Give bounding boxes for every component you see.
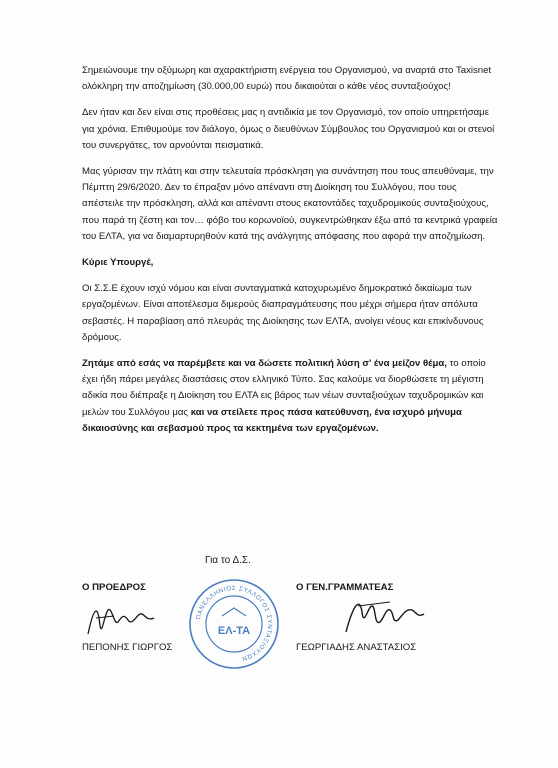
secretary-signature xyxy=(340,592,430,644)
paragraph-meeting: Μας γύρισαν την πλάτη και στην τελευταία πρόσκληση για συνάντηση που τους απευθύναμε, την Πέμπτη 29/6/2020. Δεν το έπραξαν μόνο απέναντι στη Διοίκηση του Συλλόγου, που τους απέστειλε την πρόσκληση, αλλά και απέναντι στους εκατοντάδες ταχυδρομικούς συνταξιούχους, που παρά τη ζέστη και τον… φόβο του κορωνοϊού, συγκεντρώθηκαν έξω από τα κεντρικά γραφεία του ΕΛΤΑ, για να διαμαρτυρηθούν κατά της ανάλγητης απόφασης που αφορά την αποζημίωση. xyxy=(82,166,498,242)
letter-body xyxy=(82,63,500,447)
president-name: ΠΕΠΟΝΗΣ ΓΙΩΡΓΟΣ xyxy=(82,642,173,653)
president-signature xyxy=(84,596,166,644)
paragraph-sse: Οι Σ.Σ.Ε έχουν ισχύ νόμου και είναι συνταγματικά κατοχυρωμένο δημοκρατικό δικαίωμα των εργαζομένων. Είναι αποτέλεσμα διμερούς διαπραγμάτευσης που μέχρι σήμερα ήταν απόλυτα σεβαστές. Η παραβίαση από πλευράς της Διοίκησης των ΕΛΤΑ, ανοίγει νέους και επικίνδυνους δρόμους. xyxy=(82,283,484,343)
association-stamp xyxy=(186,576,282,672)
salutation: Κύριε Υπουργέ, xyxy=(82,257,154,269)
secretary-name: ΓΕΩΡΓΙΑΔΗΣ ΑΝΑΣΤΑΣΙΟΣ xyxy=(296,642,417,653)
request-normal: το οποίο έχει ήδη πάρει μεγάλες διαστάσεις στον ελληνικό Τύπο. Σας καλούμε να διορθώσετε τη μέγιστη αδικία που διέπραξε η Διοίκηση του ΕΛΤΑ εις βάρος των νέων συνταξιούχων ταχυδρομικών και μελών του Συλλόγου μας xyxy=(82,358,486,418)
paragraph-request xyxy=(82,356,500,437)
paragraph-dialogue: Δεν ήταν και δεν είναι στις προθέσεις μας η αντιδικία με τον Οργανισμό, τον οποίο υπηρετήσαμε για χρόνια. Επιθυμούμε τον διάλογο, όμως ο διευθύνων Σύμβουλος του Οργανισμού και οι στενοί του συνεργάτες, τον αρνούνται πεισματικά. xyxy=(82,107,495,151)
request-bold-2: και να στείλετε προς πάσα κατεύθυνση, ένα ισχυρό μήνυμα δικαιοσύνης και σεβασμού προς τα κεκτημένα των εργαζομένων. xyxy=(82,406,462,434)
stamp-ring-text: ΠΑΝΕΛΛΗΝΙΟΣ ΣΥΛΛΟΓΟΣ ΣΥΝΤΑΞΙΟΥΧΩΝ xyxy=(195,584,274,663)
secretary-title: Ο ΓΕΝ.ΓΡΑΜΜΑΤΕΑΣ xyxy=(296,582,394,593)
request-bold-1: Ζητάμε από εσάς να παρέμβετε και να δώσετε πολιτική λύση σ' ένα μείζον θέμα, xyxy=(82,358,447,370)
for-board-label: Για το Δ.Σ. xyxy=(205,555,251,566)
paragraph-taxisnet: Σημειώνουμε την οξύμωρη και αχαρακτήριστη ενέργεια του Οργανισμού, να αναρτά στο Taxisnet ολόκληρη την αποζημίωση (30.000,00 ευρώ) που δικαιούται ο κάθε νέος συνταξιούχος! xyxy=(82,65,492,93)
stamp-center-text: ΕΛ-ΤΑ xyxy=(217,625,251,637)
president-title: Ο ΠΡΟΕΔΡΟΣ xyxy=(82,582,146,593)
